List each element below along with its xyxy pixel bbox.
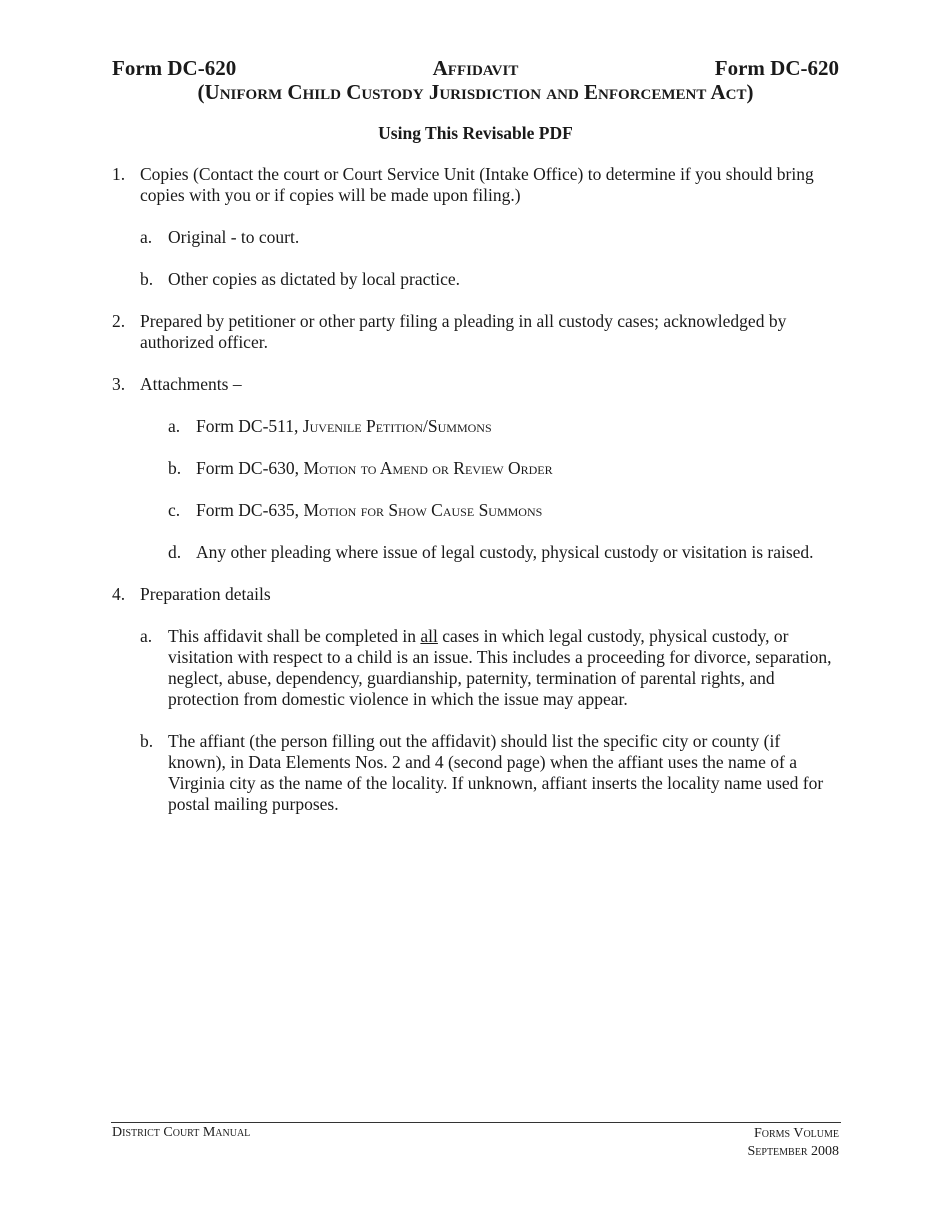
- list-item: b. The affiant (the person filling out the affidavit) should list the specific city or county (if known), in Data Elements Nos. 2 and 4 (second page) when the affiant uses the name of a Virginia city as the name of the locality. If unknown, affiant inserts the locality name used for postal mailing purposes.: [140, 731, 824, 814]
- list-item: 4. Preparation details: [112, 584, 271, 604]
- footer-divider: [111, 1122, 841, 1123]
- instructions-list: [112, 164, 839, 836]
- form-title: Affidavit: [432, 56, 519, 80]
- list-item: 3. Attachments –: [112, 374, 242, 394]
- footer-left: District Court Manual: [112, 1125, 251, 1140]
- list-item: 1. Copies (Contact the court or Court Service Unit (Intake Office) to determine if you should bring copies with you or if copies will be made upon filing.): [112, 164, 814, 205]
- list-item: b. Form DC-630, Motion to Amend or Review Order: [168, 458, 553, 478]
- form-number-right: Form DC-620: [714, 56, 839, 80]
- list-item: a. Original - to court.: [140, 227, 300, 247]
- footer-right: Forms Volume September 2008: [747, 1126, 839, 1159]
- list-item: a. This affidavit shall be completed in all cases in which legal custody, physical custody, or visitation with respect to a child is an issue. This includes a proceeding for divorce, separation, neglect, abuse, dependency, guardianship, paternity, termination of parental rights, and protection from domestic violence in which the issue may appear.: [140, 626, 832, 709]
- section-title: Using This Revisable PDF: [378, 123, 573, 143]
- form-header: [112, 56, 839, 82]
- list-item: b. Other copies as dictated by local practice.: [140, 269, 461, 289]
- list-item: a. Form DC-511, Juvenile Petition/Summons: [168, 416, 492, 436]
- form-subtitle: (Uniform Child Custody Jurisdiction and Enforcement Act): [197, 80, 754, 104]
- list-item: d. Any other pleading where issue of legal custody, physical custody or visitation is raised.: [168, 542, 814, 562]
- list-item: 2. Prepared by petitioner or other party filing a pleading in all custody cases; acknowledged by authorized officer.: [112, 311, 787, 352]
- list-item: c. Form DC-635, Motion for Show Cause Summons: [168, 500, 543, 520]
- form-number-left: Form DC-620: [112, 56, 237, 80]
